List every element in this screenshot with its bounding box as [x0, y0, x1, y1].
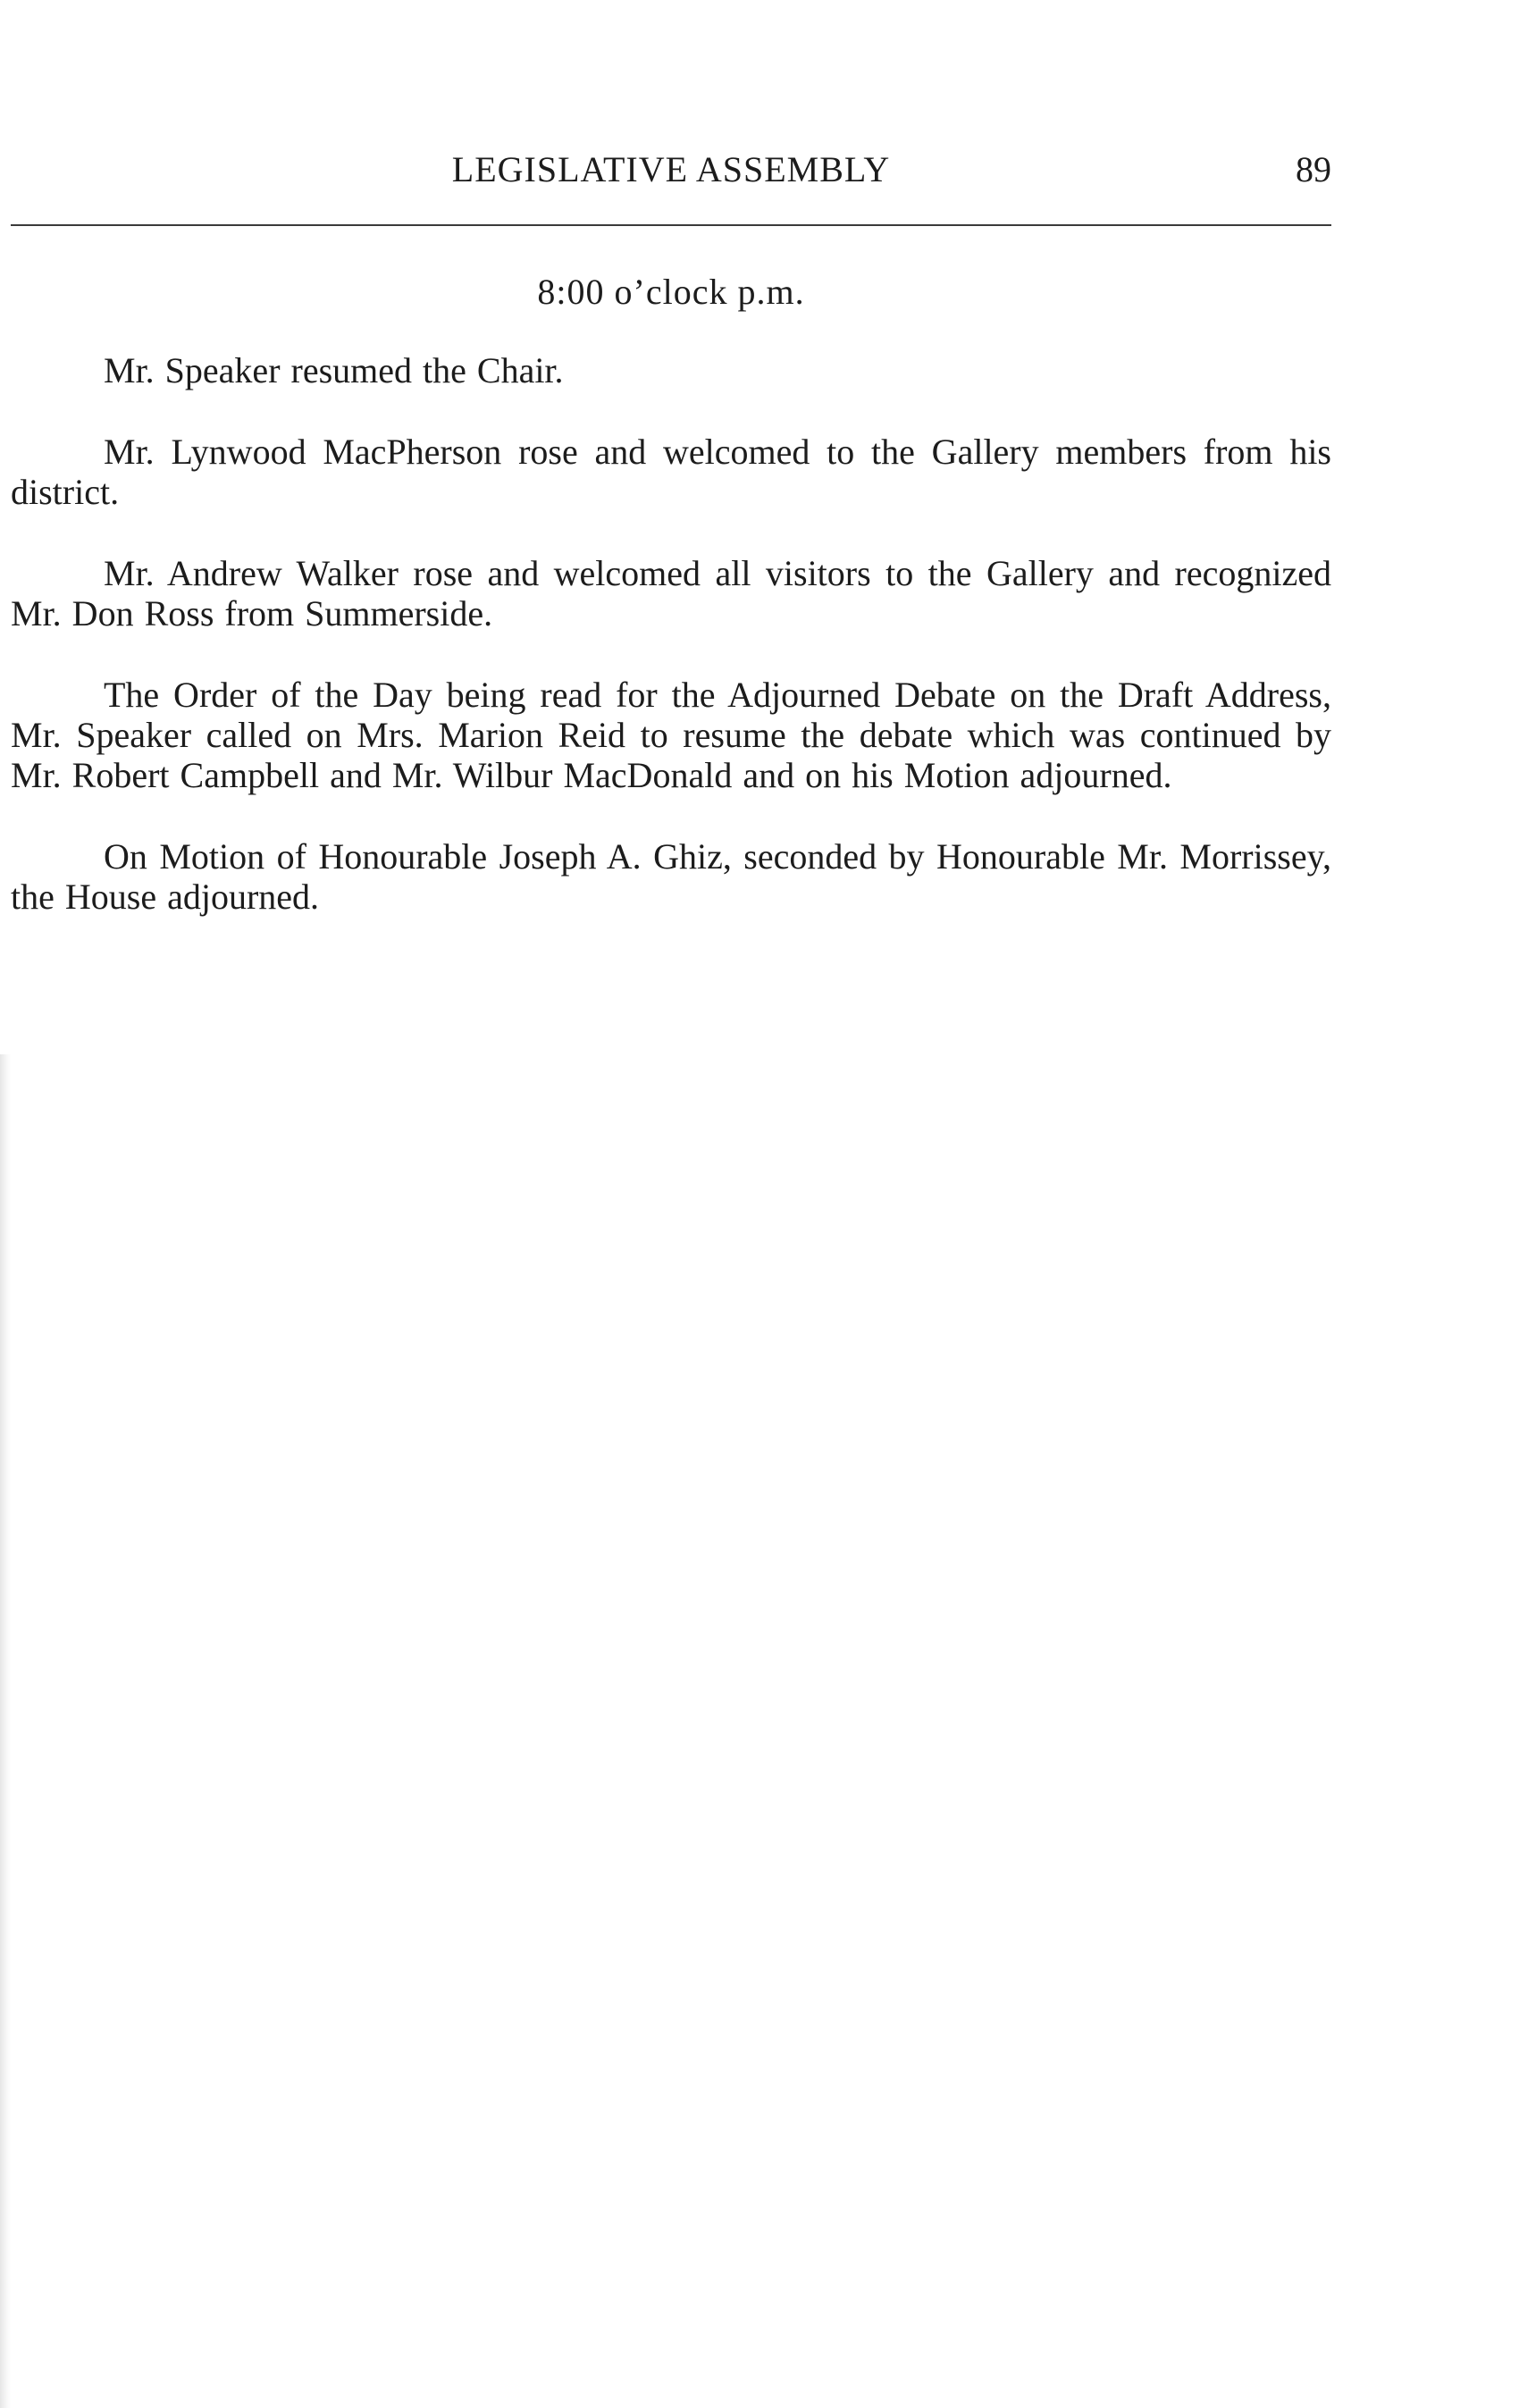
sitting-time: 8:00 o’clock p.m. — [537, 272, 805, 312]
paragraph-walker-welcome: Mr. Andrew Walker rose and welcomed all visitors to the Gallery and recognized Mr. Don Ross from Summerside. — [11, 553, 1331, 633]
paragraph-macpherson-welcome: Mr. Lynwood MacPherson rose and welcomed to the Gallery members from his district. — [11, 432, 1331, 512]
paragraph-adjourned-debate: The Order of the Day being read for the Adjourned Debate on the Draft Address, Mr. Speaker called on Mrs. Marion Reid to resume the debate which was continued by Mr. Robert Campbell and Mr. Wilbur MacDonald and on his Motion adjourned. — [11, 675, 1331, 795]
running-head: LEGISLATIVE ASSEMBLY — [451, 149, 891, 189]
page-body — [11, 272, 1331, 958]
page-header — [11, 143, 1331, 197]
paragraph-house-adjourned: On Motion of Honourable Joseph A. Ghiz, seconded by Honourable Mr. Morrissey, the House adjourned. — [11, 836, 1331, 917]
scan-edge-shadow — [0, 1054, 11, 2408]
page-number: 89 — [1296, 149, 1331, 189]
paragraph-speaker-resumed: Mr. Speaker resumed the Chair. — [104, 350, 564, 390]
header-rule — [11, 224, 1331, 226]
